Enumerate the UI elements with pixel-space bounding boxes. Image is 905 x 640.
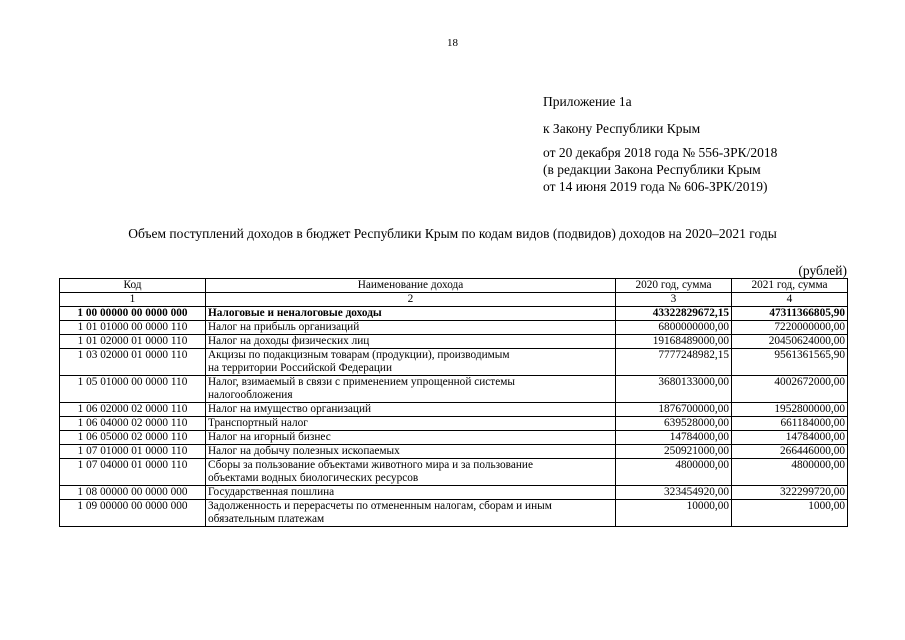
income-name <box>206 307 616 321</box>
income-code: 1 09 00000 00 0000 000 <box>60 500 206 527</box>
income-name-line: Сборы за пользование объектами животного мира и за пользование <box>208 459 533 471</box>
income-name-line: Налоговые и неналоговые доходы <box>208 307 382 319</box>
amount-2021: 4002672000,00 <box>732 376 848 403</box>
amount-2020: 14784000,00 <box>616 431 732 445</box>
table-row <box>60 376 848 403</box>
amount-2021: 20450624000,00 <box>732 335 848 349</box>
amount-2020: 323454920,00 <box>616 486 732 500</box>
appendix-line-2: к Закону Республики Крым <box>543 121 701 136</box>
table-row <box>60 349 848 376</box>
income-code: 1 05 01000 00 0000 110 <box>60 376 206 403</box>
column-number: 4 <box>732 293 848 307</box>
amount-2021: 7220000000,00 <box>732 321 848 335</box>
income-code: 1 06 05000 02 0000 110 <box>60 431 206 445</box>
income-name <box>206 486 616 500</box>
income-name-line: Налог, взимаемый в связи с применением упрощенной системы <box>208 376 515 388</box>
amount-2021: 266446000,00 <box>732 445 848 459</box>
income-name-line: Акцизы по подакцизным товарам (продукции), производимым <box>208 349 510 361</box>
income-code: 1 03 02000 01 0000 110 <box>60 349 206 376</box>
income-name-line: Налог на игорный бизнес <box>208 431 331 443</box>
income-name <box>206 417 616 431</box>
income-code: 1 06 04000 02 0000 110 <box>60 417 206 431</box>
header-code: Код <box>60 279 206 293</box>
header-name: Наименование дохода <box>206 279 616 293</box>
appendix-line-4: (в редакции Закона Республики Крым <box>543 162 761 177</box>
column-number: 1 <box>60 293 206 307</box>
table-header-row <box>60 279 848 293</box>
table-row <box>60 417 848 431</box>
income-name <box>206 500 616 527</box>
income-name-line: Налог на прибыль организаций <box>208 321 360 333</box>
appendix-line-5: от 14 июня 2019 года № 606-ЗРК/2019) <box>543 179 768 194</box>
income-name-line: Государственная пошлина <box>208 486 335 498</box>
amount-2020: 639528000,00 <box>616 417 732 431</box>
table-row <box>60 459 848 486</box>
income-code: 1 07 04000 01 0000 110 <box>60 459 206 486</box>
amount-2021: 1000,00 <box>732 500 848 527</box>
income-name <box>206 403 616 417</box>
income-name <box>206 459 616 486</box>
income-name-line: Налог на добычу полезных ископаемых <box>208 445 400 457</box>
income-code: 1 01 01000 00 0000 110 <box>60 321 206 335</box>
amount-2020: 6800000000,00 <box>616 321 732 335</box>
revenue-table <box>59 278 848 527</box>
amount-2020: 4800000,00 <box>616 459 732 486</box>
table-row <box>60 486 848 500</box>
amount-2021: 322299720,00 <box>732 486 848 500</box>
table-row <box>60 445 848 459</box>
amount-2020: 10000,00 <box>616 500 732 527</box>
income-code: 1 07 01000 01 0000 110 <box>60 445 206 459</box>
income-name <box>206 376 616 403</box>
income-name-line: налогообложения <box>208 389 293 401</box>
table-row <box>60 403 848 417</box>
column-number-row <box>60 293 848 307</box>
header-2020: 2020 год, сумма <box>616 279 732 293</box>
appendix-line-1: Приложение 1а <box>543 94 632 109</box>
amount-2021: 1952800000,00 <box>732 403 848 417</box>
amount-2020: 43322829672,15 <box>616 307 732 321</box>
income-name-line: Налог на имущество организаций <box>208 403 372 415</box>
document-title: Объем поступлений доходов в бюджет Республики Крым по кодам видов (подвидов) доходов на 2020–2021 годы <box>128 226 777 241</box>
income-name <box>206 349 616 376</box>
amount-2021: 661184000,00 <box>732 417 848 431</box>
amount-2020: 1876700000,00 <box>616 403 732 417</box>
income-name <box>206 321 616 335</box>
amount-2020: 250921000,00 <box>616 445 732 459</box>
income-code: 1 06 02000 02 0000 110 <box>60 403 206 417</box>
income-code: 1 00 00000 00 0000 000 <box>60 307 206 321</box>
amount-2021: 4800000,00 <box>732 459 848 486</box>
income-name <box>206 445 616 459</box>
table-row <box>60 321 848 335</box>
income-name-line: Транспортный налог <box>208 417 308 429</box>
units-label: (рублей) <box>798 263 847 278</box>
table-row <box>60 335 848 349</box>
amount-2020: 7777248982,15 <box>616 349 732 376</box>
income-name-line: объектами водных биологических ресурсов <box>208 472 419 484</box>
amount-2021: 47311366805,90 <box>732 307 848 321</box>
amount-2021: 9561361565,90 <box>732 349 848 376</box>
appendix-line-3: от 20 декабря 2018 года № 556-ЗРК/2018 <box>543 145 778 160</box>
page-number: 18 <box>447 37 458 49</box>
income-name-line: на территории Российской Федерации <box>208 362 393 374</box>
column-number: 3 <box>616 293 732 307</box>
income-name-line: обязательным платежам <box>208 513 325 525</box>
table-row <box>60 500 848 527</box>
income-name-line: Налог на доходы физических лиц <box>208 335 370 347</box>
income-name-line: Задолженность и перерасчеты по отмененным налогам, сборам и иным <box>208 500 552 512</box>
income-code: 1 08 00000 00 0000 000 <box>60 486 206 500</box>
table-row <box>60 307 848 321</box>
amount-2020: 19168489000,00 <box>616 335 732 349</box>
table-row <box>60 431 848 445</box>
header-2021: 2021 год, сумма <box>732 279 848 293</box>
amount-2021: 14784000,00 <box>732 431 848 445</box>
income-code: 1 01 02000 01 0000 110 <box>60 335 206 349</box>
amount-2020: 3680133000,00 <box>616 376 732 403</box>
income-name <box>206 431 616 445</box>
income-name <box>206 335 616 349</box>
column-number: 2 <box>206 293 616 307</box>
